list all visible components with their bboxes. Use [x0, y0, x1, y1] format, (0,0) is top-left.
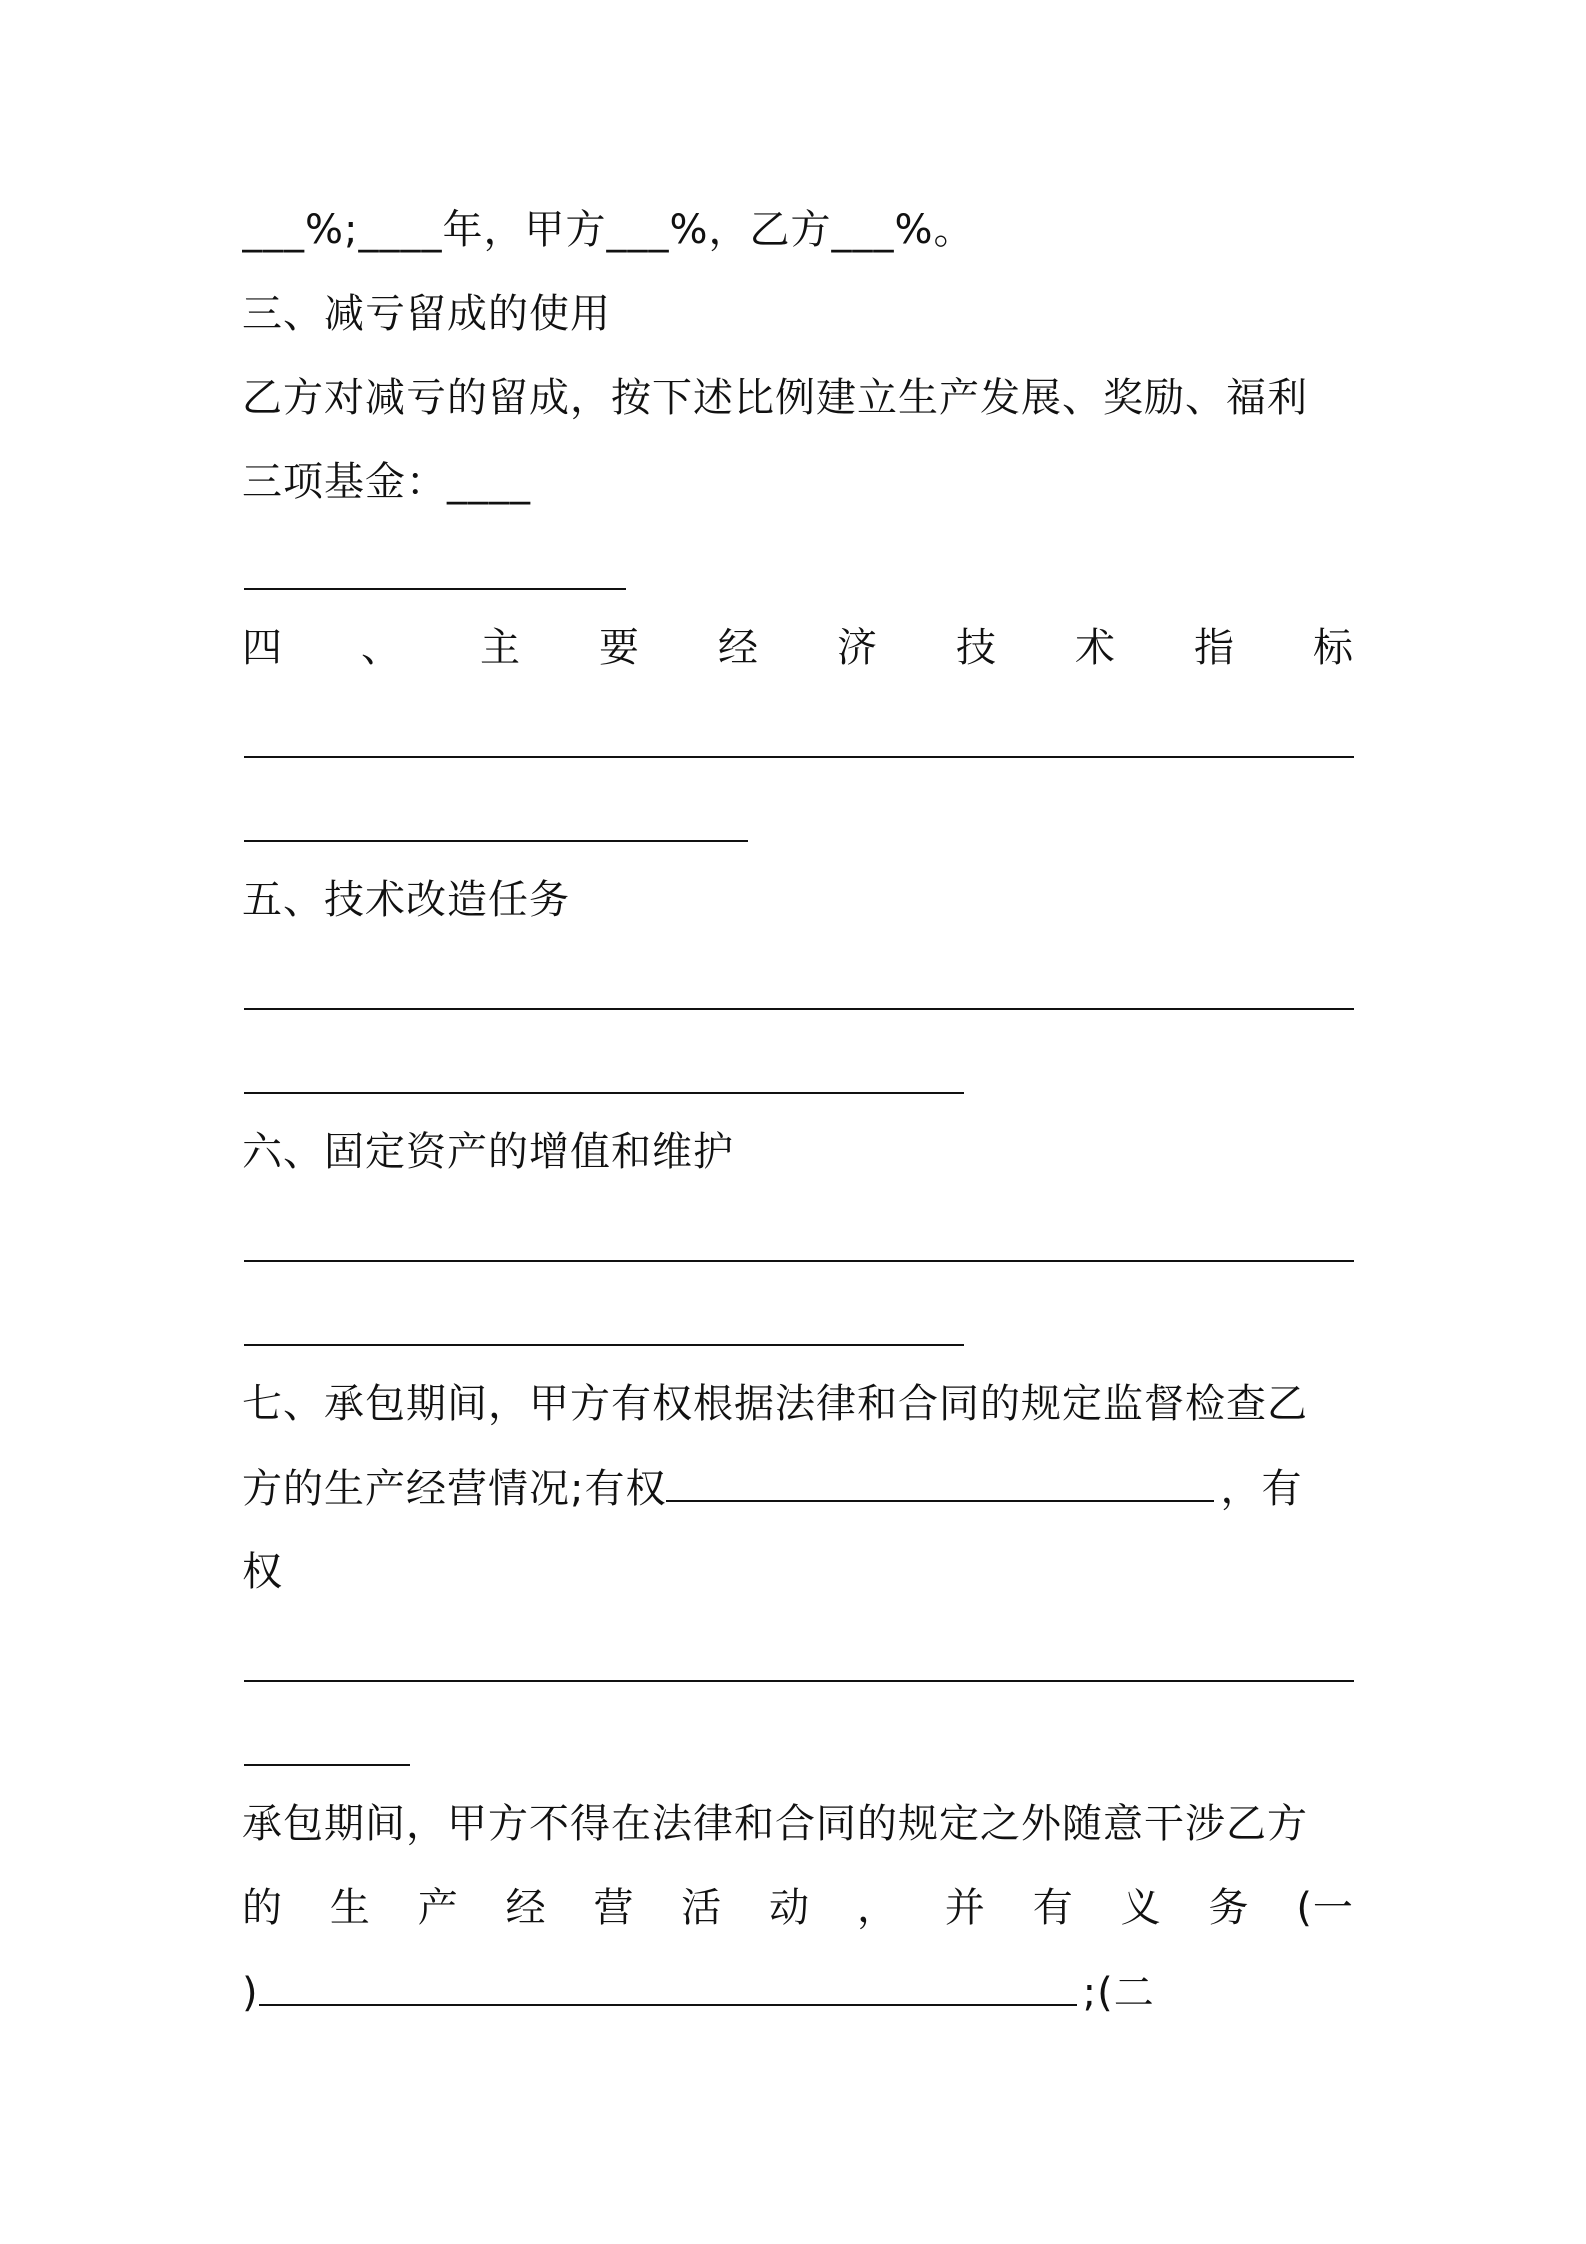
paragraph-text: ;(二 [1082, 1970, 1155, 2016]
blank-line [244, 756, 1354, 758]
blank-field: ___ [242, 207, 305, 253]
ratio-text: %，乙方 [669, 207, 832, 253]
section-heading: 六、固定资产的增值和维护 [242, 1129, 734, 1175]
paragraph-line: 七、承包期间，甲方有权根据法律和合同的规定监督检查乙 [242, 1381, 1308, 1427]
heading-char: 四 [242, 625, 283, 671]
paragraph-char: 有 [1032, 1885, 1074, 1931]
blank-field: ___ [831, 207, 895, 253]
paragraph-char: 义 [1120, 1885, 1162, 1931]
section-heading: 五、技术改造任务 [242, 877, 570, 923]
paragraph-text: ) [242, 1970, 259, 2016]
blank-line [244, 1260, 1354, 1262]
paragraph-char: 并 [944, 1885, 986, 1931]
ratio-text: %; [305, 207, 359, 253]
paragraph-char: 的 [242, 1885, 283, 1931]
blank-line [244, 1680, 1354, 1682]
paragraph-line: 承包期间，甲方不得在法律和合同的规定之外随意干涉乙方 [242, 1801, 1308, 1847]
paragraph-line [242, 1884, 1354, 1932]
paragraph-text: ，有 [1220, 1466, 1303, 1512]
paragraph-char: ， [857, 1885, 899, 1931]
blank-line [244, 1008, 1354, 1010]
blank-field: ____ [358, 207, 443, 253]
heading-char: 术 [1075, 625, 1116, 671]
heading-char: 标 [1313, 625, 1354, 671]
heading-char: 济 [837, 625, 878, 671]
blank-line [244, 840, 748, 842]
paragraph-char: 生 [329, 1885, 371, 1931]
paragraph-line: 权 [242, 1549, 283, 1595]
ratio-text: %。 [894, 207, 975, 253]
heading-char: 经 [718, 625, 759, 671]
ratio-text: 年，甲方 [442, 207, 607, 253]
blank-field: ___ [606, 207, 670, 253]
paragraph-line: 乙方对减亏的留成，按下述比例建立生产发展、奖励、福利 [242, 375, 1308, 421]
paragraph-char: 活 [681, 1885, 723, 1931]
paragraph-line [242, 1968, 1354, 2016]
section-heading [242, 624, 1354, 672]
paragraph-line: 三项基金：____ [242, 459, 531, 505]
paragraph-char: 经 [505, 1885, 547, 1931]
blank-line [244, 1764, 410, 1766]
paragraph-line [242, 1464, 1354, 1512]
paragraph-char: 动 [769, 1885, 811, 1931]
paragraph-char: 营 [593, 1885, 635, 1931]
blank-field [259, 1968, 1077, 2006]
paragraph-text: 方的生产经营情况;有权 [242, 1466, 667, 1512]
paragraph-char: 产 [417, 1885, 459, 1931]
paragraph-char: (一 [1296, 1885, 1354, 1931]
paragraph-char: 务 [1208, 1885, 1250, 1931]
heading-char: 技 [956, 625, 997, 671]
heading-char: 指 [1194, 625, 1235, 671]
blank-field [666, 1464, 1214, 1502]
blank-line [244, 588, 626, 590]
heading-char: 、 [361, 625, 402, 671]
blank-line [244, 1092, 964, 1094]
heading-char: 要 [599, 625, 640, 671]
section-heading: 三、减亏留成的使用 [242, 291, 611, 337]
ratio-line [242, 206, 1354, 254]
heading-char: 主 [480, 625, 521, 671]
blank-line [244, 1344, 964, 1346]
